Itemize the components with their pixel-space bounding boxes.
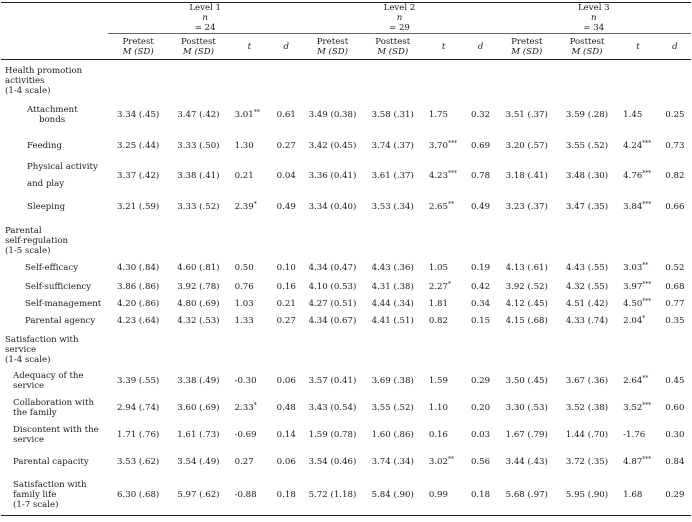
level-3-t-cell [617,159,659,193]
corner-cell [1,3,108,34]
table-row [1,394,691,421]
t-value: 0.76 [234,281,254,292]
level-1-pretest-cell: 3.34 (.45) [117,110,160,120]
t-value: 1.30 [234,140,254,151]
row-label: Self-sufficiency [25,281,92,292]
level-3-d-cell: 0.52 [665,263,685,273]
level-2-t-cell [423,193,465,220]
row-label: Attachment bonds [27,105,78,125]
level-2-pretest-cell: 4.34 (0.67) [308,315,357,326]
t-value: 4.24 [623,140,643,151]
level-2-t-cell [423,295,465,312]
level-3-t-cell [617,295,659,312]
level-1-posttest-cell: 3.38 (.41) [177,171,220,181]
level-3-pretest-cell: 3.20 (.57) [505,140,548,151]
level-2-t-cell [423,448,465,475]
level-1-posttest-cell: 1.61 (.73) [177,429,220,440]
level-2-t-cell [423,367,465,394]
level-2-t-cell [423,394,465,421]
level-1-pretest-cell: 2.94 (.74) [117,402,160,413]
level-3-pretest-cell: 3.51 (.37) [505,110,548,120]
level-2-posttest-cell: 3.69 (.38) [371,375,414,386]
level-1-d-cell: 0.48 [276,402,296,413]
level-3-pretest-cell: 4.13 (.61) [505,263,548,273]
level-2-posttest-cell: 3.53 (.34) [371,201,414,212]
level-1-d-cell: 0.06 [276,375,296,386]
level-1-posttest-cell: 4.80 (.69) [177,298,220,309]
level-3-posttest-cell: 5.95 (.90) [557,475,617,516]
significance-marker: *** [642,200,652,208]
column-header-row [1,34,691,60]
level-2-d-cell: 0.18 [464,475,496,516]
t-value: 3.70 [428,140,448,151]
pretest-header: Pretest M (SD) [302,34,362,60]
level-2-t-cell [423,278,465,295]
section-satisfaction-with-service: Satisfaction with service (1-4 scale) [5,335,79,365]
t-value: 0.16 [428,429,448,440]
level-1-d-cell: 0.06 [276,456,296,467]
significance-marker: * [642,314,646,322]
level-3-posttest-cell: 3.55 (.52) [565,140,609,151]
level-1-t-cell [229,159,271,193]
table-row [1,132,691,159]
level-3-t-cell [617,367,659,394]
level-3-d-cell: 0.60 [665,402,685,413]
level-2-d-cell: 0.20 [470,402,491,413]
level-3-pretest-cell: 3.30 (.53) [505,402,548,413]
level-3-t-cell [617,98,659,132]
row-label: Discontent with the service [13,424,99,445]
level-2-posttest-cell: 3.61 (.37) [371,171,414,181]
level-1-d-cell: 0.04 [276,171,296,181]
level-1-t-cell [229,98,271,132]
t-value: -0.88 [234,490,257,500]
level-1-posttest-cell: 3.60 (.69) [177,402,220,413]
level-2-pretest-cell: 4.34 (0.47) [308,263,357,273]
level-2-pretest-cell: 3.49 (0.38) [308,110,357,120]
level-1-pretest-cell: 1.71 (.76) [117,429,160,440]
level-1-d-cell: 0.18 [270,475,302,516]
d-header: d [659,34,691,60]
level-1-d-cell: 0.49 [276,201,296,212]
level-3-pretest-cell: 3.92 (.52) [505,281,548,292]
level-2-pretest-cell: 3.54 (0.46) [308,456,357,467]
level-1-posttest-cell: 4.60 (.81) [177,263,220,273]
t-value: 0.50 [234,263,254,273]
significance-marker: *** [448,139,457,147]
level-1-d-cell: 0.27 [276,315,296,326]
level-3-posttest-cell: 3.48 (.30) [565,171,609,181]
level-1-t-cell [229,258,271,278]
level-3-pretest-cell: 3.23 (.37) [505,201,548,212]
level-2-d-cell: 0.32 [470,110,491,120]
t-value: 2.65 [428,201,448,212]
t-value: -1.76 [623,429,646,440]
significance-marker: *** [642,455,652,463]
table-row [1,159,691,193]
level-2-t-cell [423,258,465,278]
t-value: 1.03 [234,298,254,309]
level-3-d-cell: 0.84 [665,456,685,467]
level-3-t-cell [617,421,659,448]
level-3-pretest-cell: 4.12 (.45) [505,298,548,309]
d-header: d [464,34,496,60]
level-1-t-cell [229,475,271,516]
table-row [1,475,691,516]
t-value: 1.10 [428,402,448,413]
posttest-header: Posttest M (SD) [168,34,228,60]
level-3-t-cell [617,394,659,421]
t-value: 1.68 [623,490,643,500]
level-2-t-cell [423,98,465,132]
level-2-pretest-cell: 3.42 (0.45) [308,140,357,151]
significance-marker: *** [642,139,652,147]
level-1-pretest-cell: 3.39 (.55) [117,375,160,386]
level-1-posttest-cell: 3.54 (.49) [177,456,220,467]
level-2-d-cell: 0.15 [470,315,491,326]
t-value: 2.39 [234,201,254,212]
level-2-d-cell: 0.49 [470,201,491,212]
level-2-posttest-cell: 3.74 (.37) [371,140,414,151]
level-1-posttest-cell: 4.32 (.53) [177,315,220,326]
t-header: t [617,34,659,60]
level-2-t-cell [423,159,465,193]
row-label: Collaboration with the family [13,397,95,418]
significance-marker: * [253,401,257,409]
t-value: 3.97 [623,281,643,292]
t-value: 0.82 [428,315,448,326]
level-1-t-cell [229,278,271,295]
level-2-pretest-cell: 1.59 (0.78) [308,429,357,440]
t-value: 4.87 [623,456,643,467]
level-3-d-cell: 0.68 [665,281,685,292]
pretest-header: Pretest M (SD) [497,34,557,60]
level-1-t-cell [229,132,271,159]
section-health-promotion: Health promotion activities (1-4 scale) [5,66,83,96]
significance-marker: *** [642,280,652,288]
level-3-posttest-cell: 3.59 (.28) [565,110,609,120]
level-1-posttest-cell: 3.47 (.42) [177,110,220,120]
level-1-pretest-cell: 3.25 (.44) [117,140,160,151]
t-value: 1.45 [623,110,643,120]
level-3-pretest-cell: 4.15 (.68) [505,315,548,326]
table-row [1,421,691,448]
significance-marker: * [448,280,451,288]
level-1-pretest-cell: 4.20 (.86) [117,298,160,309]
t-value: -0.30 [234,375,257,386]
significance-marker: ** [642,374,649,382]
table-row [1,258,691,278]
level-2-posttest-cell: 3.55 (.52) [371,402,414,413]
table-row [1,98,691,132]
level-2-posttest-cell: 4.31 (.38) [371,281,414,292]
level-2-t-cell [423,312,465,329]
t-value: 2.64 [623,375,643,386]
level-3-header: Level 3 n = 34 [497,3,691,34]
level-1-pretest-cell: 3.21 (.59) [117,201,160,212]
level-3-t-cell [617,278,659,295]
level-3-d-cell: 0.73 [665,140,685,151]
table-row [1,312,691,329]
table-row [1,193,691,220]
level-2-d-cell: 0.03 [470,429,491,440]
t-value: 2.04 [623,315,643,326]
level-2-d-cell: 0.42 [470,281,491,292]
level-2-t-cell [423,132,465,159]
level-3-t-cell [617,193,659,220]
t-value: 2.33 [234,402,254,413]
level-3-posttest-cell: 1.44 (.70) [565,429,609,440]
level-2-pretest-cell: 4.27 (0.51) [308,298,357,309]
level-2-d-cell: 0.56 [470,456,491,467]
significance-marker: *** [642,170,652,177]
t-value: 1.59 [428,375,448,386]
level-2-d-cell: 0.19 [470,263,491,273]
level-2-pretest-cell: 3.36 (0.41) [308,171,357,181]
t-value: 1.33 [234,315,254,326]
level-3-t-cell [617,258,659,278]
level-1-t-cell [229,394,271,421]
posttest-header: Posttest M (SD) [557,34,617,60]
level-2-posttest-cell: 4.41 (.51) [371,315,414,326]
level-2-posttest-cell: 1.60 (.86) [371,429,414,440]
t-value: 0.99 [428,490,448,500]
level-2-d-cell: 0.78 [470,171,491,181]
level-2-posttest-cell: 3.74 (.34) [371,456,414,467]
level-3-t-cell [617,475,659,516]
significance-marker: *** [642,401,652,409]
row-label: Adequacy of the service [13,370,84,391]
t-value: -0.69 [234,429,257,440]
level-2-d-cell: 0.69 [470,140,491,151]
level-1-posttest-cell: 3.33 (.50) [177,140,220,151]
row-label: Self-management [25,298,102,309]
level-1-pretest-cell: 3.53 (.62) [117,456,160,467]
significance-marker: *** [642,297,652,305]
table-row [1,278,691,295]
level-3-posttest-cell: 3.52 (.38) [565,402,609,413]
level-1-d-cell: 0.14 [276,429,296,440]
t-value: 3.84 [623,201,643,212]
significance-marker: ** [448,200,454,208]
level-3-d-cell: 0.29 [659,475,691,516]
level-3-t-cell [617,312,659,329]
row-label: Satisfaction with family life (1-7 scale) [1,475,108,516]
level-3-pretest-cell: 3.44 (.43) [505,456,548,467]
level-1-posttest-cell: 3.33 (.52) [177,201,220,212]
d-header: d [270,34,302,60]
level-2-posttest-cell: 4.43 (.36) [371,263,414,273]
level-2-d-cell: 0.34 [470,298,491,309]
level-2-t-cell [423,475,465,516]
level-2-pretest-cell: 4.10 (0.53) [308,281,357,292]
level-3-d-cell: 0.66 [665,201,685,212]
level-2-pretest-cell: 3.34 (0.40) [308,201,357,212]
t-header: t [423,34,465,60]
level-1-pretest-cell: 4.30 (.84) [117,263,160,273]
level-3-t-cell [617,448,659,475]
level-3-posttest-cell: 4.32 (.55) [565,281,609,292]
level-1-pretest-cell: 4.23 (.64) [117,315,160,326]
level-header-row [1,3,691,34]
level-3-posttest-cell: 3.67 (.36) [565,375,609,386]
level-2-pretest-cell: 5.72 (1.18) [302,475,362,516]
level-1-posttest-cell: 5.97 (.62) [168,475,228,516]
level-1-posttest-cell: 3.38 (.49) [177,375,220,386]
significance-marker: ** [448,455,454,463]
level-1-pretest-cell: 3.37 (.42) [117,171,160,181]
posttest-header: Posttest M (SD) [363,34,423,60]
level-3-posttest-cell: 4.43 (.55) [565,263,609,273]
significance-marker: * [253,200,257,208]
level-2-posttest-cell: 4.44 (.34) [371,298,414,309]
level-3-d-cell: 0.82 [665,171,685,181]
level-2-posttest-cell: 5.84 (.90) [363,475,423,516]
t-value: 3.52 [623,402,643,413]
level-1-pretest-cell: 6.30 (.68) [108,475,168,516]
results-table [1,2,691,516]
level-2-t-cell [423,421,465,448]
level-1-d-cell: 0.10 [276,263,296,273]
t-value: 1.05 [428,263,448,273]
level-3-d-cell: 0.35 [665,315,685,326]
t-value: 1.75 [428,110,448,120]
t-value: 2.27 [428,281,448,292]
level-1-d-cell: 0.27 [276,140,296,151]
level-2-pretest-cell: 3.57 (0.41) [308,375,357,386]
level-2-d-cell: 0.29 [470,375,491,386]
level-1-pretest-cell: 3.86 (.86) [117,281,160,292]
significance-marker: ** [253,109,260,116]
level-3-d-cell: 0.77 [665,298,685,309]
t-value: 3.03 [623,263,643,273]
level-3-t-cell [617,132,659,159]
row-label: Sleeping [27,201,66,212]
significance-marker: *** [448,170,457,177]
row-label: Physical activity and play [27,162,98,189]
t-value: 3.02 [428,456,448,467]
table-row [1,367,691,394]
level-3-posttest-cell: 4.51 (.42) [565,298,609,309]
table-row [1,295,691,312]
level-1-t-cell [229,367,271,394]
t-value: 3.01 [234,110,254,120]
t-value: 4.50 [623,298,643,309]
level-1-t-cell [229,421,271,448]
level-1-t-cell [229,193,271,220]
significance-marker: ** [642,262,649,269]
level-3-pretest-cell: 3.18 (.41) [505,171,548,181]
level-2-posttest-cell: 3.58 (.31) [371,110,414,120]
level-1-d-cell: 0.16 [276,281,296,292]
level-3-posttest-cell: 3.72 (.35) [565,456,609,467]
level-2-header: Level 2 n = 29 [302,3,496,34]
level-2-pretest-cell: 3.43 (0.54) [308,402,357,413]
level-3-d-cell: 0.25 [665,110,685,120]
level-1-d-cell: 0.61 [276,110,296,120]
level-1-d-cell: 0.21 [276,298,296,309]
t-value: 4.76 [623,171,643,181]
row-label: Feeding [27,140,62,151]
pretest-header: Pretest M (SD) [108,34,168,60]
level-3-posttest-cell: 4.33 (.74) [565,315,609,326]
t-value: 4.23 [428,171,448,181]
t-value: 1.81 [428,298,448,309]
row-label: Parental capacity [13,456,89,467]
table-row [1,448,691,475]
t-value: 0.27 [234,456,254,467]
t-value: 0.21 [234,171,254,181]
level-3-d-cell: 0.45 [665,375,685,386]
section-parental-self-regulation: Parental self-regulation (1-5 scale) [5,226,69,256]
level-1-t-cell [229,448,271,475]
level-3-pretest-cell: 1.67 (.79) [505,429,548,440]
level-1-posttest-cell: 3.92 (.78) [177,281,220,292]
level-3-pretest-cell: 3.50 (.45) [505,375,548,386]
level-1-t-cell [229,295,271,312]
level-3-pretest-cell: 5.68 (.97) [497,475,557,516]
t-header: t [229,34,271,60]
row-label: Self-efficacy [25,263,79,273]
level-1-header: Level 1 n = 24 [108,3,302,34]
level-1-t-cell [229,312,271,329]
level-3-posttest-cell: 3.47 (.35) [565,201,609,212]
row-label: Parental agency [25,315,96,326]
level-3-d-cell: 0.30 [665,429,685,440]
